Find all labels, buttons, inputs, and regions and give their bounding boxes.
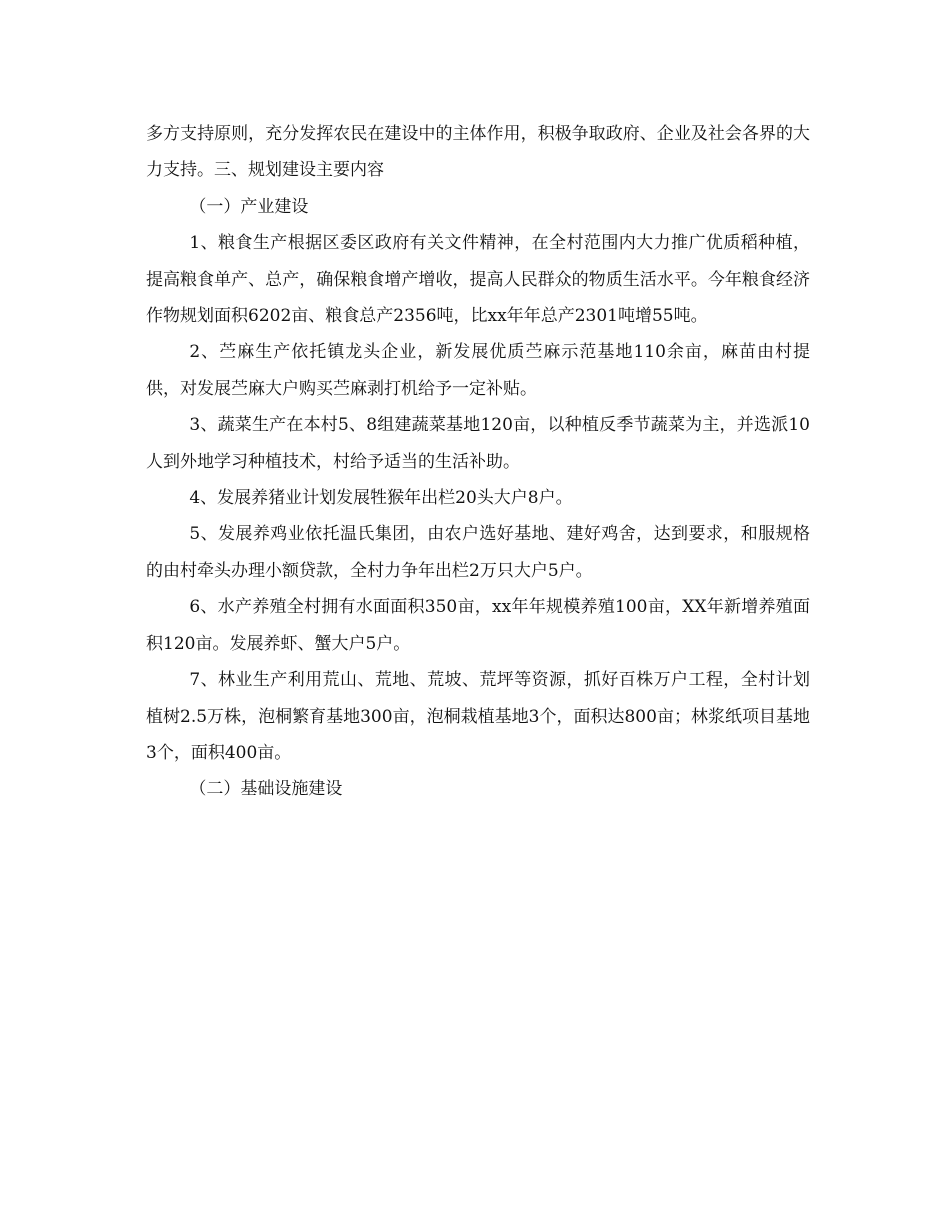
paragraph-aquaculture: 6、水产养殖全村拥有水面面积350亩，xx年年规模养殖100亩，XX年新增养殖面积120亩。发展养虾、蟹大户5户。 bbox=[146, 597, 810, 654]
paragraph-ramie-production: 2、苎麻生产依托镇龙头企业，新发展优质苎麻示范基地110余亩，麻苗由村提供，对发展苎麻大户购买苎麻剥打机给予一定补贴。 bbox=[146, 342, 810, 399]
document-body bbox=[146, 116, 810, 808]
paragraph-grain-production: 1、粮食生产根据区委区政府有关文件精神，在全村范围内大力推广优质稻种植，提高粮食单产、总产，确保粮食增产增收，提高人民群众的物质生活水平。今年粮食经济作物规划面积6202亩、粮食总产2356吨，比xx年年总产2301吨增55吨。 bbox=[146, 233, 810, 327]
paragraph-pig-farming: 4、发展养猪业计划发展牲猴年出栏20头大户8户。 bbox=[189, 488, 573, 509]
paragraph-chicken-farming: 5、发展养鸡业依托温氏集团，由农户选好基地、建好鸡舍，达到要求，和服规格的由村牵头办理小额贷款，全村力争年出栏2万只大户5户。 bbox=[146, 524, 810, 581]
heading-industry-construction: （一）产业建设 bbox=[189, 196, 309, 217]
paragraph-principles: 多方支持原则，充分发挥农民在建设中的主体作用，积极争取政府、企业及社会各界的大力支持。三、规划建设主要内容 bbox=[146, 124, 810, 181]
heading-infrastructure: （二）基础设施建设 bbox=[189, 779, 343, 800]
paragraph-vegetable-production: 3、蔬菜生产在本村5、8组建蔬菜基地120亩，以种植反季节蔬菜为主，并选派10人到外地学习种植技术，村给予适当的生活补助。 bbox=[146, 415, 810, 472]
paragraph-forestry: 7、林业生产利用荒山、荒地、荒坡、荒坪等资源，抓好百株万户工程，全村计划植树2.5万株，泡桐繁育基地300亩，泡桐栽植基地3个，面积达800亩；林浆纸项目基地3个，面积400亩。 bbox=[146, 670, 810, 763]
